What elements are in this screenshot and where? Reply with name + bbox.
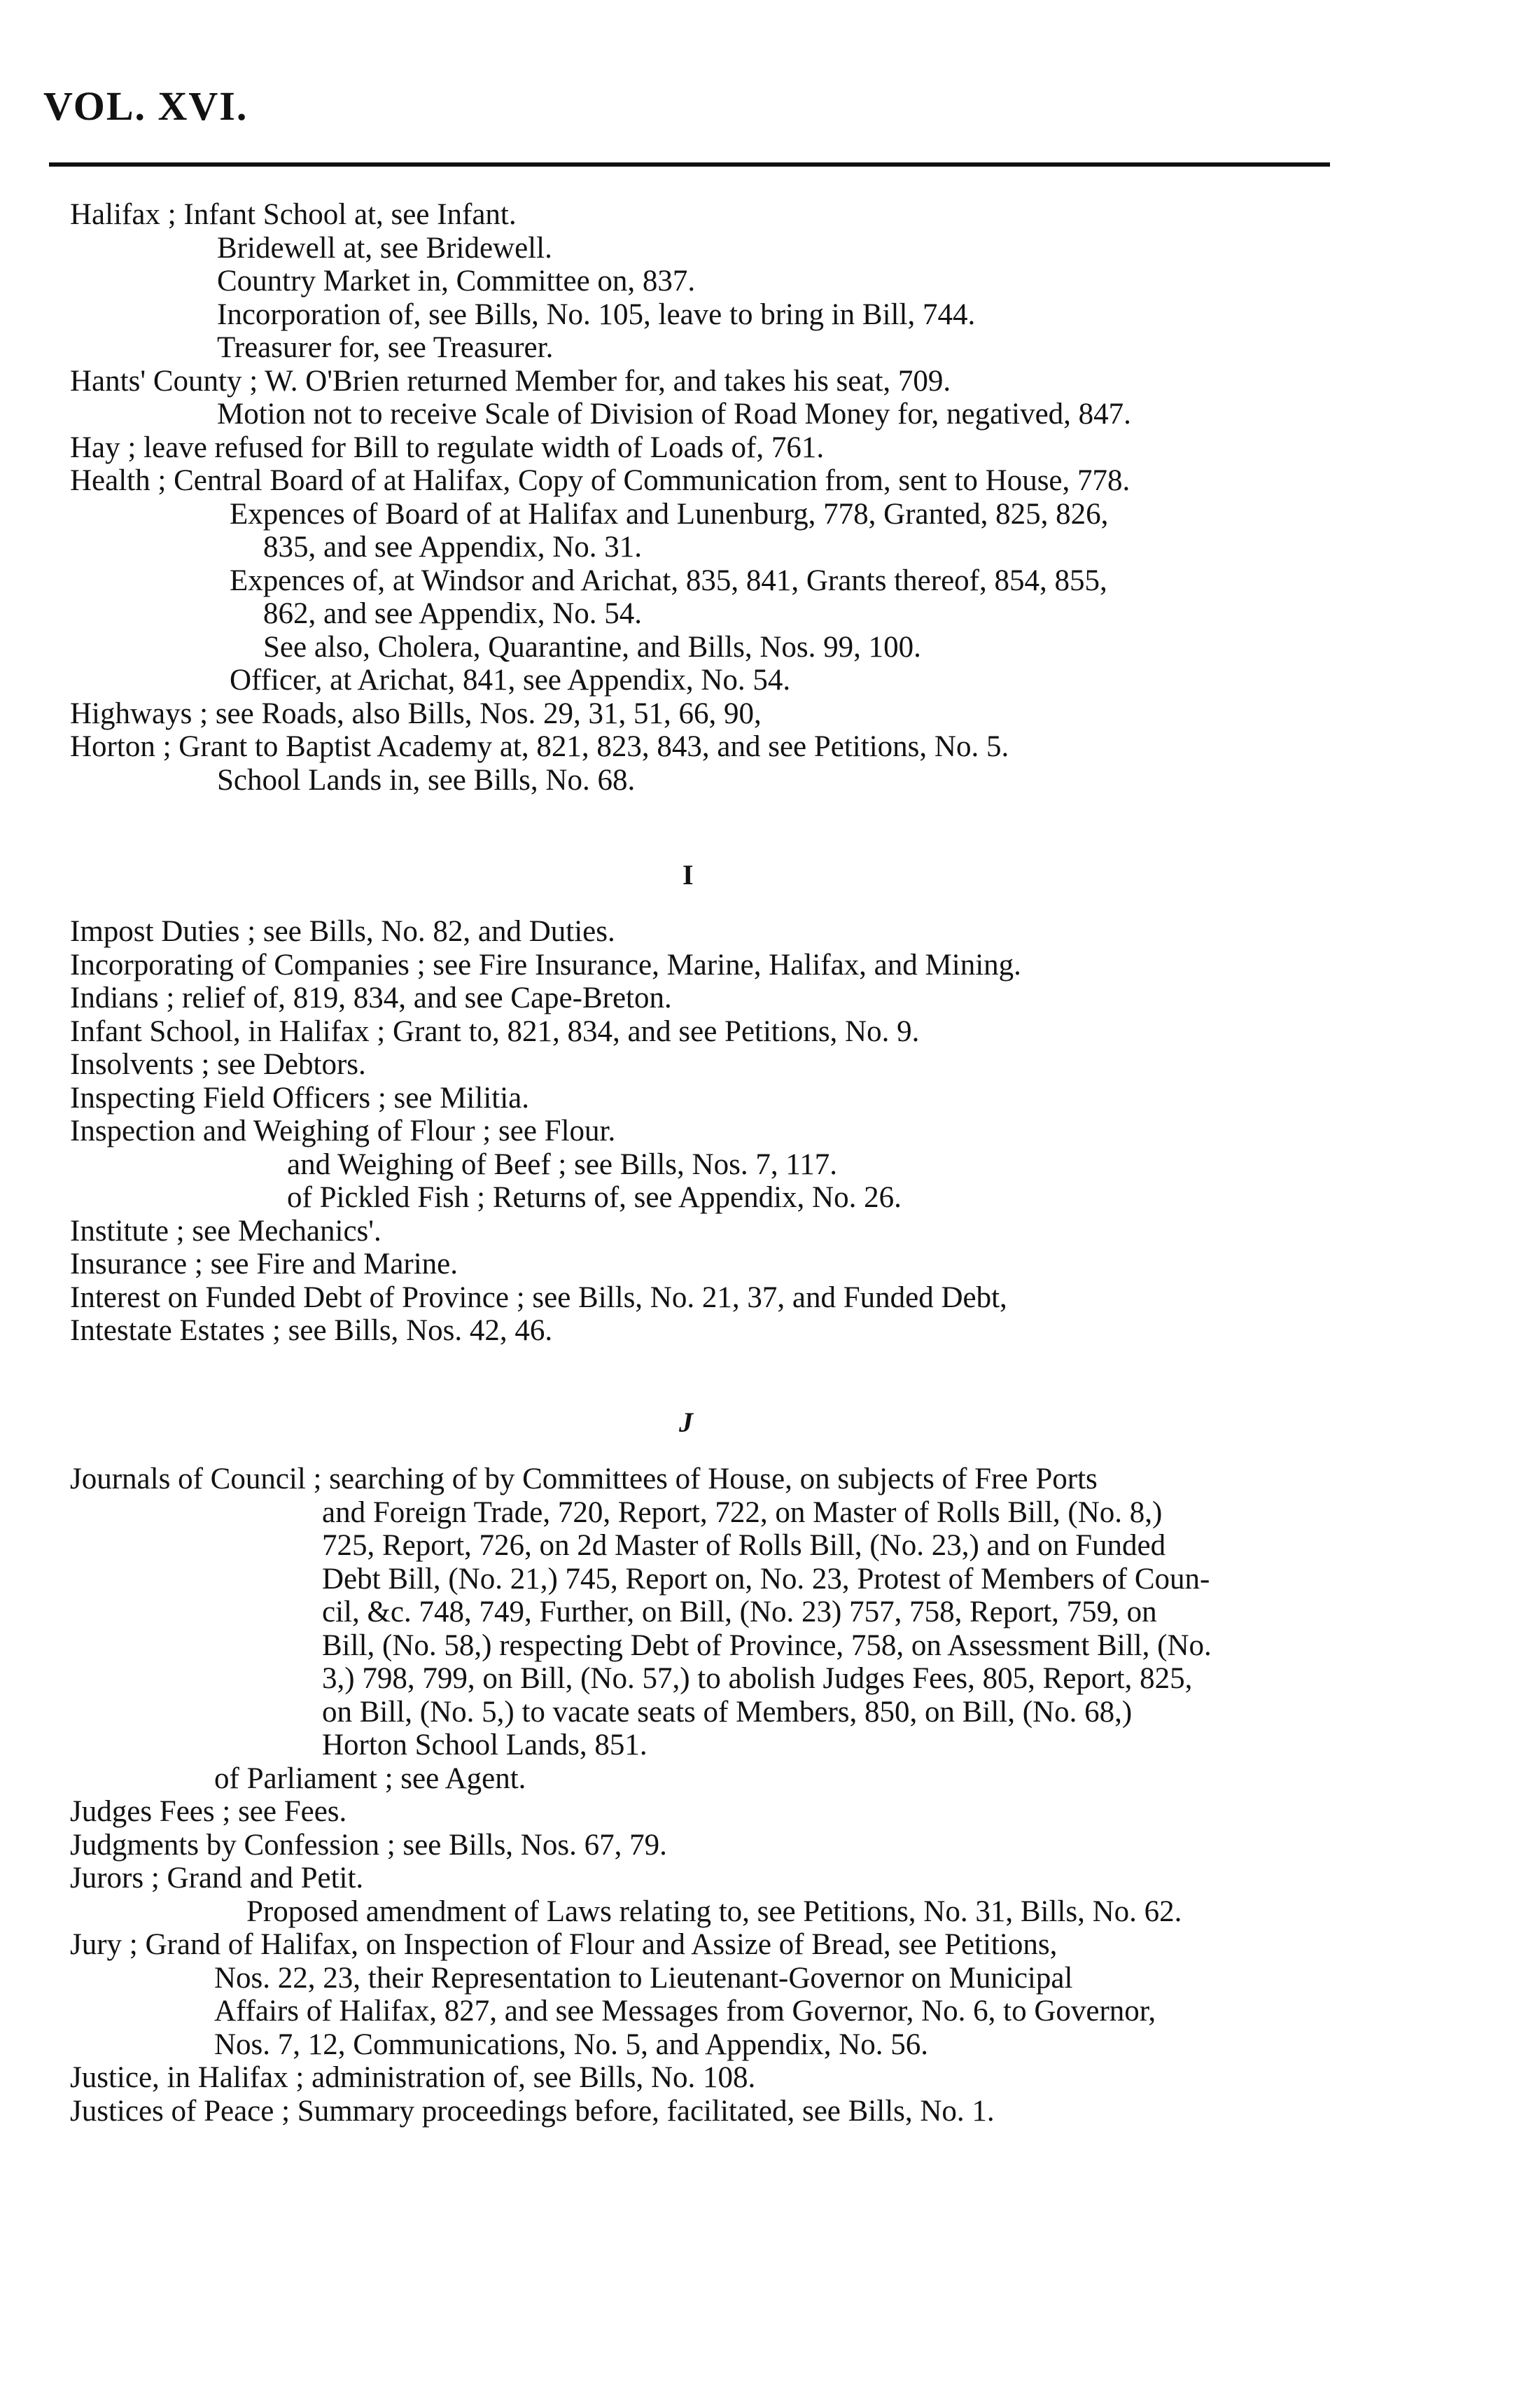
index-entry-line: 725, Report, 726, on 2d Master of Rolls Bill, (No. 23,) and on Funded <box>322 1529 1166 1562</box>
index-entry-line: Motion not to receive Scale of Division of Road Money for, negatived, 847. <box>217 398 1131 431</box>
index-entry-line: of Pickled Fish ; Returns of, see Appendix, No. 26. <box>287 1181 902 1214</box>
index-entry-line: Treasurer for, see Treasurer. <box>217 331 554 364</box>
index-entry-line: Expences of, at Windsor and Arichat, 835, 841, Grants thereof, 854, 855, <box>230 564 1107 597</box>
index-entry-line: Indians ; relief of, 819, 834, and see Cape-Breton. <box>70 982 672 1014</box>
section-j <box>70 1463 1351 2128</box>
index-entry-line: Inspection and Weighing of Flour ; see Flour. <box>70 1115 616 1147</box>
index-entry-line: Judgments by Confession ; see Bills, Nos. 67, 79. <box>70 1828 667 1862</box>
index-entry-line: Interest on Funded Debt of Province ; see Bills, No. 21, 37, and Funded Debt, <box>70 1281 1007 1314</box>
section-letter-j: J <box>679 1407 693 1438</box>
volume-header: VOL. XVI. <box>43 83 248 129</box>
index-entry-line: Officer, at Arichat, 841, see Appendix, No. 54. <box>230 664 791 697</box>
index-entry-line: Incorporating of Companies ; see Fire Insurance, Marine, Halifax, and Mining. <box>70 948 1021 982</box>
index-entry-line: Hay ; leave refused for Bill to regulate width of Loads of, 761. <box>70 431 825 464</box>
index-entry-line: Infant School, in Halifax ; Grant to, 821, 834, and see Petitions, No. 9. <box>70 1014 920 1048</box>
index-entry-line: Intestate Estates ; see Bills, Nos. 42, 46. <box>70 1314 553 1347</box>
index-entry-line: Bridewell at, see Bridewell. <box>217 231 552 265</box>
index-entry-line: Jurors ; Grand and Petit. <box>70 1862 364 1895</box>
index-entry-line: 835, and see Appendix, No. 31. <box>263 531 643 564</box>
index-entry-line: Hants' County ; W. O'Brien returned Member for, and takes his seat, 709. <box>70 364 951 398</box>
index-entry-line: Jury ; Grand of Halifax, on Inspection of Flour and Assize of Bread, see Petitions, <box>70 1928 1058 1961</box>
index-entry-line: Bill, (No. 58,) respecting Debt of Province, 758, on Assessment Bill, (No. <box>322 1628 1212 1662</box>
index-entry-line: Journals of Council ; searching of by Committees of House, on subjects of Free Ports <box>70 1463 1098 1495</box>
index-entry-line: Expences of Board of at Halifax and Lunenburg, 778, Granted, 825, 826, <box>230 497 1109 531</box>
index-entry-line: Country Market in, Committee on, 837. <box>217 265 696 298</box>
index-entry-line: Horton School Lands, 851. <box>322 1729 648 1761</box>
index-entry-line: School Lands in, see Bills, No. 68. <box>217 763 636 797</box>
index-entry-line: and Weighing of Beef ; see Bills, Nos. 7, 117. <box>287 1147 837 1181</box>
index-entry-line: Justice, in Halifax ; administration of, see Bills, No. 108. <box>70 2061 756 2094</box>
index-entry-line: Halifax ; Infant School at, see Infant. <box>70 198 517 231</box>
index-entry-line: Inspecting Field Officers ; see Militia. <box>70 1081 530 1115</box>
index-entry-line: and Foreign Trade, 720, Report, 722, on Master of Rolls Bill, (No. 8,) <box>322 1495 1163 1529</box>
index-entry-line: Highways ; see Roads, also Bills, Nos. 29, 31, 51, 66, 90, <box>70 697 762 730</box>
section-i <box>70 915 1351 1348</box>
index-entry-line: Nos. 7, 12, Communications, No. 5, and Appendix, No. 56. <box>214 2028 929 2061</box>
index-entry-line: Proposed amendment of Laws relating to, see Petitions, No. 31, Bills, No. 62. <box>246 1895 1182 1928</box>
header-rule <box>49 162 1330 167</box>
section-letter-i: I <box>682 859 694 891</box>
index-entry-line: 3,) 798, 799, on Bill, (No. 57,) to abolish Judges Fees, 805, Report, 825, <box>322 1662 1193 1695</box>
index-entry-line: Affairs of Halifax, 827, and see Messages from Governor, No. 6, to Governor, <box>214 1995 1156 2028</box>
index-entry-line: Debt Bill, (No. 21,) 745, Report on, No. 23, Protest of Members of Coun- <box>322 1562 1210 1596</box>
index-entry-line: Judges Fees ; see Fees. <box>70 1795 347 1828</box>
index-entry-line: Institute ; see Mechanics'. <box>70 1214 382 1248</box>
index-entry-line: Insolvents ; see Debtors. <box>70 1048 366 1081</box>
index-entry-line: on Bill, (No. 5,) to vacate seats of Members, 850, on Bill, (No. 68,) <box>322 1695 1133 1729</box>
section-h <box>70 198 1351 797</box>
index-entry-line: 862, and see Appendix, No. 54. <box>263 597 643 630</box>
index-entry-line: Health ; Central Board of at Halifax, Copy of Communication from, sent to House, 778. <box>70 464 1130 497</box>
index-entry-line: Justices of Peace ; Summary proceedings before, facilitated, see Bills, No. 1. <box>70 2094 995 2128</box>
index-entry-line: of Parliament ; see Agent. <box>214 1761 526 1795</box>
index-entry-line: See also, Cholera, Quarantine, and Bills, Nos. 99, 100. <box>263 630 921 664</box>
index-entry-line: Impost Duties ; see Bills, No. 82, and Duties. <box>70 915 615 948</box>
index-entry-line: Insurance ; see Fire and Marine. <box>70 1248 458 1281</box>
index-entry-line: Incorporation of, see Bills, No. 105, leave to bring in Bill, 744. <box>217 298 976 331</box>
index-entry-line: Nos. 22, 23, their Representation to Lieutenant-Governor on Municipal <box>214 1961 1073 1995</box>
index-entry-line: Horton ; Grant to Baptist Academy at, 821, 823, 843, and see Petitions, No. 5. <box>70 730 1009 763</box>
index-entry-line: cil, &c. 748, 749, Further, on Bill, (No. 23) 757, 758, Report, 759, on <box>322 1596 1157 1628</box>
